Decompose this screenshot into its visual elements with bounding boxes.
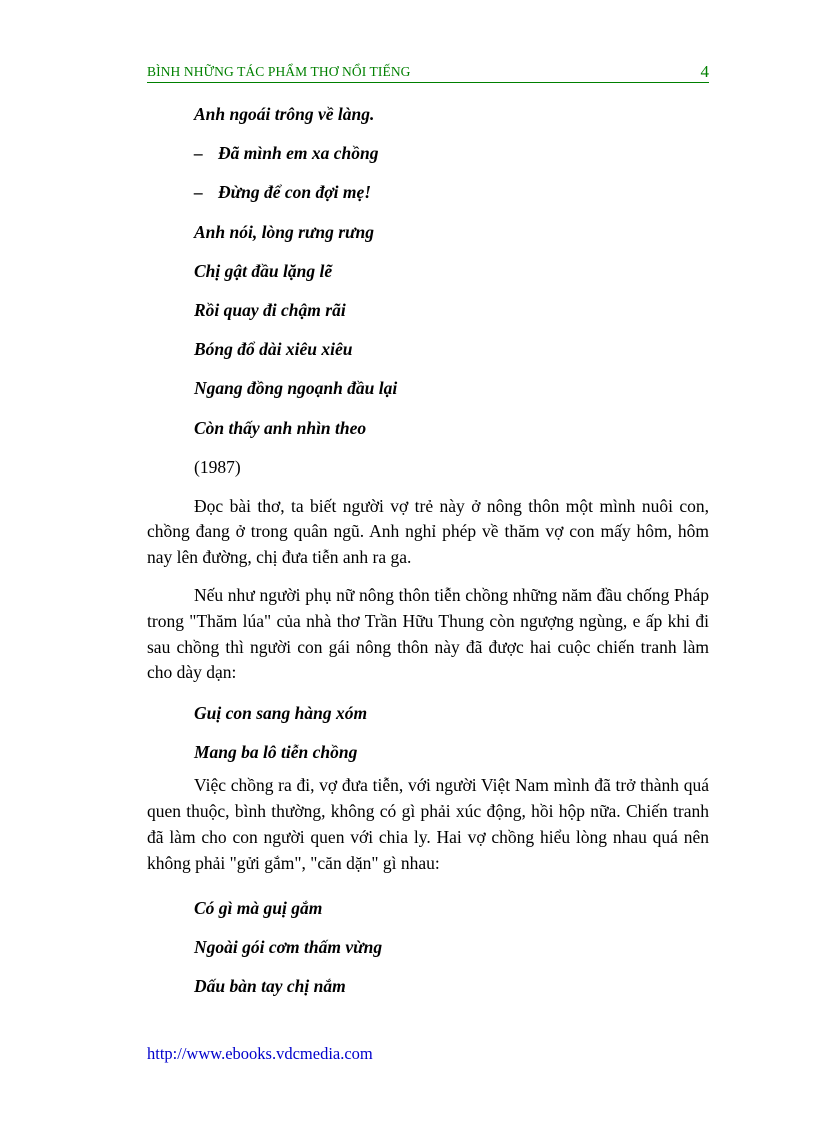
page-number: 4 (700, 62, 709, 81)
verse-line: Rồi quay đi chậm rãi (194, 299, 346, 320)
page-header (147, 60, 709, 83)
verse-line-text: Đừng để con đợi mẹ! (218, 182, 372, 203)
book-title: BÌNH NHỮNG TÁC PHẨM THƠ NỔI TIẾNG (147, 64, 411, 79)
verse-line: Anh nói, lòng rưng rưng (194, 221, 375, 242)
verse-line: Anh ngoái trông về làng. (194, 104, 375, 124)
verse-line-text: Đã mình em xa chồng (218, 143, 379, 164)
page-content (147, 101, 709, 1012)
verse-line: Bóng đổ dài xiêu xiêu (194, 339, 353, 360)
verse-line: Ngang đồng ngoạnh đầu lại (194, 378, 398, 399)
verse-line-dialogue (147, 179, 709, 218)
poem-year: (1987) (194, 456, 241, 477)
verse-line: Guị con sang hàng xóm (194, 703, 368, 724)
verse-line: Ngoài gói cơm thấm vừng (194, 936, 383, 957)
dash-mark: – (194, 182, 203, 203)
verse-line: Có gì mà guị gắm (194, 897, 323, 918)
dash-mark: – (194, 143, 203, 164)
body-paragraph: Nếu như người phụ nữ nông thôn tiễn chồng những năm đầu chống Pháp trong "Thăm lúa" của nhà thơ Trần Hữu Thung còn ngượng ngùng, e ấp khi đi sau chồng thì người con gái nông thôn này đã được hai cuộc chiến tranh làm cho dày dạn: (147, 585, 709, 683)
footer-link[interactable]: http://www.ebooks.vdcmedia.com (147, 1044, 373, 1063)
verse-line: Dấu bàn tay chị nắm (194, 976, 346, 997)
verse-line: Mang ba lô tiễn chồng (194, 742, 358, 763)
body-paragraph: Đọc bài thơ, ta biết người vợ trẻ này ở nông thôn một mình nuôi con, chồng đang ở trong quân ngũ. Anh nghỉ phép về thăm vợ con mấy hôm, hôm nay lên đường, chị đưa tiễn anh ra ga. (147, 495, 709, 568)
verse-line-dialogue (147, 140, 709, 179)
verse-line: Còn thấy anh nhìn theo (194, 417, 367, 438)
body-paragraph: Việc chồng ra đi, vợ đưa tiễn, với người Việt Nam mình đã trở thành quá quen thuộc, bình thường, không có gì phải xúc động, hồi hộp nữa. Chiến tranh đã làm cho con người quen với chia ly. Hai vợ chồng hiểu lòng nhau quá nên không phải "gửi gắm", "căn dặn" gì nhau: (147, 775, 709, 873)
verse-line: Chị gật đầu lặng lẽ (194, 260, 333, 281)
